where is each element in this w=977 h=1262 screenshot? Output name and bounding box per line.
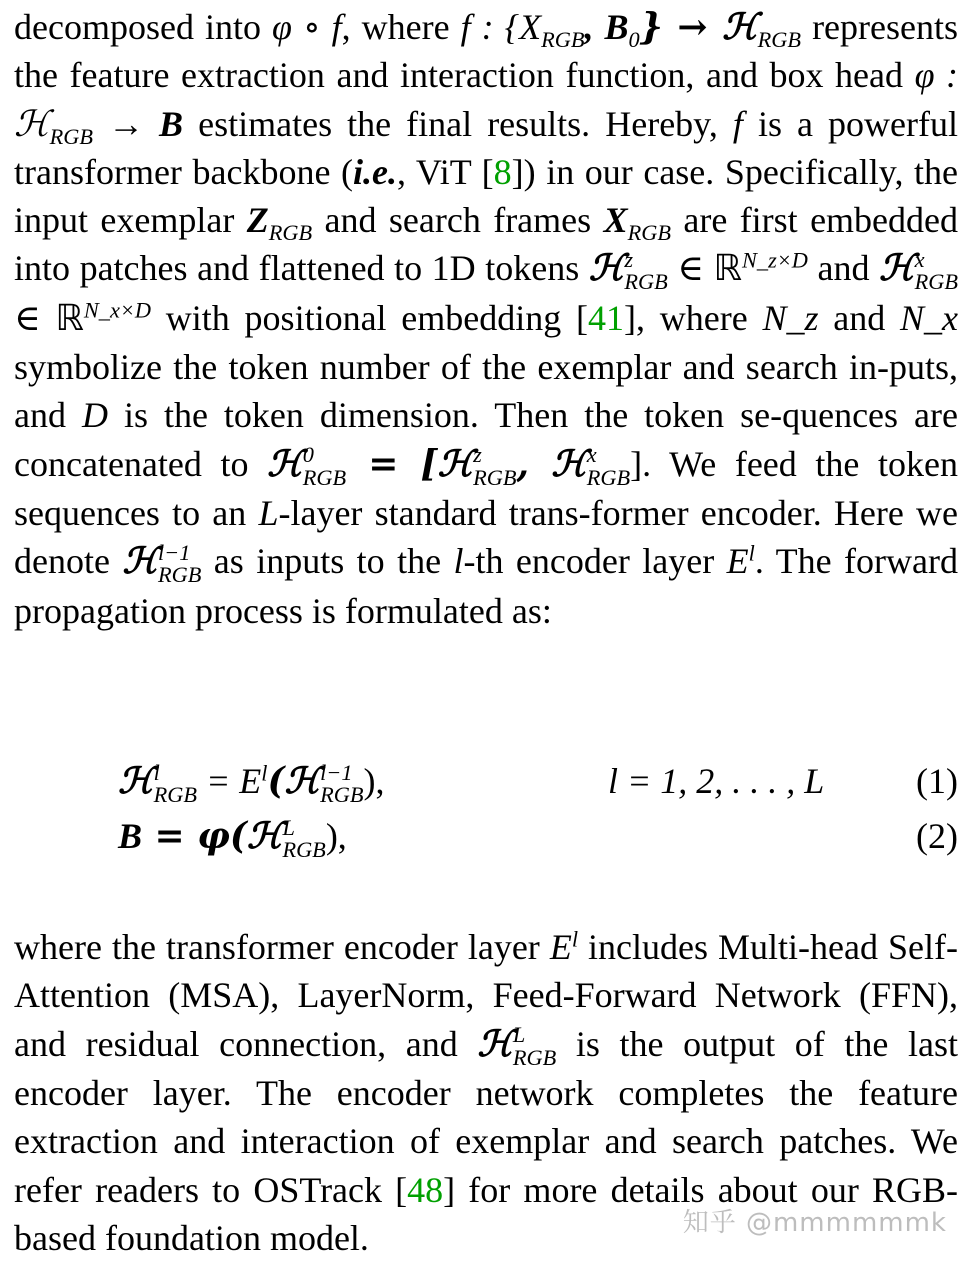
text: and: [807, 248, 880, 289]
math-f-mapping: f : {$X_{RGB}$, $B_0$} → ℋ$_{RGB}$: [460, 6, 802, 52]
text: symbolize the token number of the exemplar and search in-puts, and: [14, 347, 958, 436]
text: -th encoder layer: [463, 541, 727, 582]
math-hz-rgb: ℋ z RGB ∈ ℝ$^{N\_z\times D}$: [588, 247, 808, 295]
text: , ViT [: [396, 151, 494, 192]
math-nx: N_x: [900, 297, 958, 338]
math-hx-rgb: ℋ x RGB ∈ ℝ$^{N\_x\times D}$: [14, 247, 958, 339]
equation-2-body: B = φ(ℋ L RGB ),: [118, 814, 347, 862]
text: , where: [341, 7, 461, 47]
text: ], where: [624, 297, 763, 338]
math-concat: ℋ 0 RGB = [ℋ z RGB , ℋ x RGB ].: [267, 442, 652, 490]
math-phi-compose-f: φ ∘ f: [272, 7, 342, 47]
math-l: l: [453, 541, 464, 582]
citation-41[interactable]: 41: [588, 297, 625, 338]
math-z-rgb: $Z_{RGB}$: [246, 200, 313, 245]
math-El: $E^l$: [549, 926, 579, 967]
text: represents the feature extraction and interaction function, and box head: [14, 7, 959, 96]
math-L: L: [258, 493, 279, 533]
math-El: $E^l$: [726, 541, 755, 582]
citation-48[interactable]: 48: [407, 1169, 444, 1210]
math-x-rgb: $X_{RGB}$: [603, 200, 671, 245]
math-d: D: [81, 395, 108, 436]
math-hL-rgb: ℋ L RGB: [477, 1022, 557, 1070]
math-f: f: [732, 103, 743, 144]
math-box-head: φ : ℋ$_{RGB}$ → B: [14, 55, 959, 149]
citation-8[interactable]: 8: [493, 151, 512, 192]
text: with positional embedding [: [151, 297, 589, 338]
text: where the transformer encoder layer: [14, 927, 550, 967]
equation-2: [14, 815, 958, 870]
equation-1-body: ℋ l RGB = $E^l(ℋ$ l−1 RGB ),: [118, 759, 385, 807]
text: is the output of the last encoder layer. The encoder network completes the feature extraction and interaction of exemplar and search patches. We refer readers to OSTrack [: [14, 1023, 958, 1210]
equation-2-number: (2): [916, 816, 958, 856]
text: estimates the final results. Hereby,: [183, 103, 733, 144]
equation-1-condition: l = 1, 2, . . . , L: [608, 761, 825, 801]
math-nz: N_z: [762, 297, 819, 338]
text: includes Multi-head Self-Attention (MSA), LayerNorm, Feed-Forward Network (FFN), and residual connection, and: [14, 927, 958, 1064]
math-h-l-minus-1: ℋ l−1 RGB: [122, 539, 202, 588]
text: ]) in our case. Specifically, the input exemplar: [14, 151, 958, 241]
watermark: 知乎 @mmmmmmk: [682, 1208, 947, 1238]
text: decomposed into: [14, 7, 273, 47]
text: -layer standard trans-former encoder. Here we denote: [14, 493, 958, 582]
ie-abbrev: i.e.: [353, 151, 397, 192]
paragraph-1: [14, 0, 958, 635]
equation-1-number: (1): [916, 761, 958, 801]
text: We feed the token sequences to an: [14, 443, 958, 533]
text: are first embedded into patches and flattened to 1D tokens: [14, 200, 959, 289]
equation-block: [14, 760, 958, 870]
text: as inputs to the: [201, 541, 454, 582]
text: is the token dimension. Then the token se-quences are concatenated to: [14, 395, 958, 484]
text: and: [818, 297, 900, 338]
text: . The forward propagation process is formulated as:: [14, 541, 958, 631]
text: is a powerful transformer backbone (: [14, 103, 959, 192]
text: ] for more details about our RGB-based foundation model.: [14, 1169, 958, 1258]
text: and search frames: [312, 200, 604, 241]
equation-1: [14, 760, 958, 815]
